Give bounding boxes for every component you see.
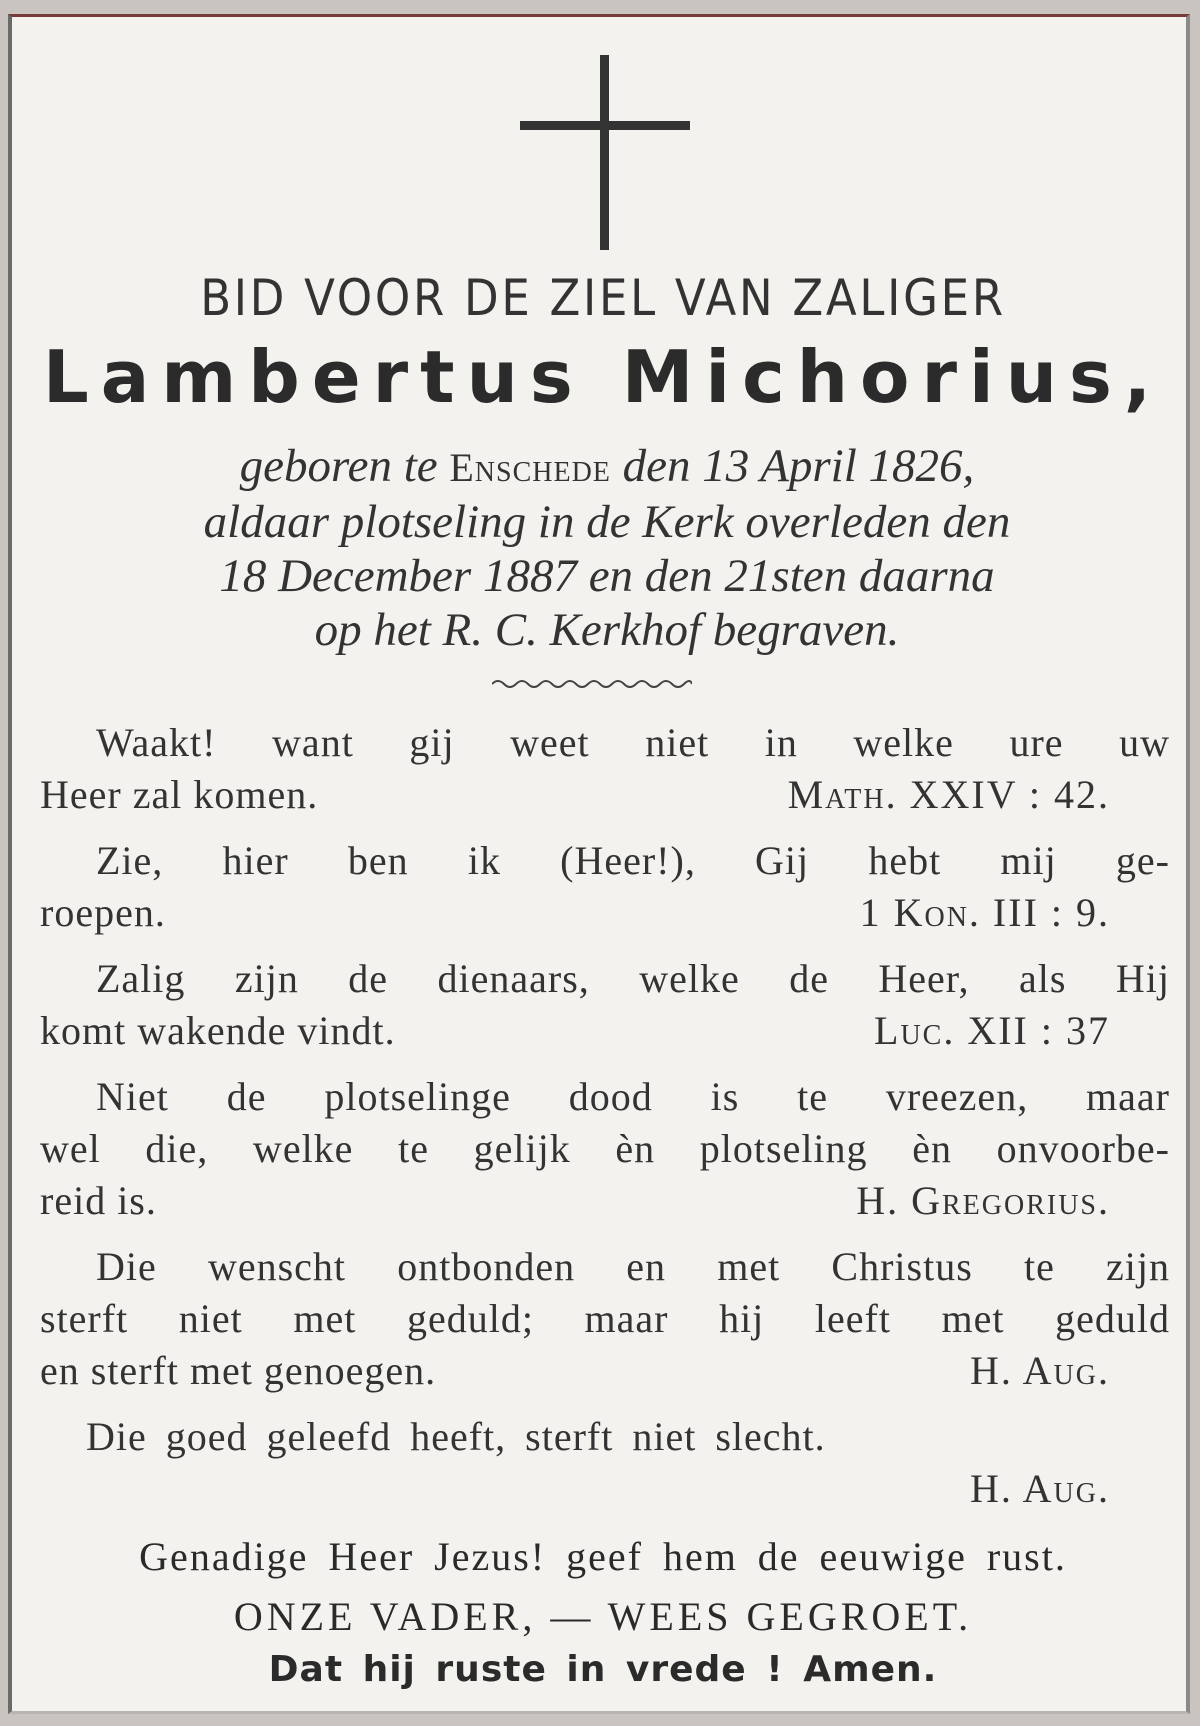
verse-reference: Luc. XII : 37 — [874, 1008, 1110, 1053]
verse-reference: 1 Kon. III : 9. — [859, 890, 1110, 935]
verse: Waakt! want gij weet niet in welke ure uw Heer zal komen. Math. XXIV : 42. — [40, 717, 1170, 821]
memorial-card — [8, 14, 1190, 1714]
verse: Zalig zijn de dienaars, welke de Heer, als Hij komt wakende vindt. Luc. XII : 37 — [40, 953, 1170, 1057]
cross-icon — [520, 55, 690, 250]
verse-reference: H. Aug. — [969, 1348, 1110, 1393]
bio-line-2: aldaar plotseling in de Kerk overleden den — [203, 496, 1011, 548]
prayer-line-1: Genadige Heer Jezus! geef hem de eeuwige rust. — [139, 1534, 1067, 1579]
verse: Die goed geleefd heeft, sterft niet slecht. H. Aug. — [40, 1411, 1170, 1515]
deceased-name: Lambertus Michorius, — [42, 335, 1164, 419]
bio-line-3: 18 December 1887 en den 21sten daarna — [219, 550, 995, 602]
verse: Die wenscht ontbonden en met Christus te zijn sterft niet met geduld; maar hij leeft met geduld en sterft met genoegen. H. Aug. — [40, 1241, 1170, 1397]
closing-line: Dat hij ruste in vrede ! Amen. — [268, 1649, 938, 1690]
prayer — [12, 1527, 1194, 1647]
header-text: BID VOOR DE ZIEL VAN ZALIGER — [200, 269, 1006, 327]
bio-line-4: op het R. C. Kerkhof begraven. — [314, 604, 900, 656]
birthplace: Enschede — [449, 445, 611, 490]
verse: Zie, hier ben ik (Heer!), Gij hebt mij ge- roepen. 1 Kon. III : 9. — [40, 835, 1170, 939]
bio-line-1: geboren te Enschede den 13 April 1826, — [239, 440, 975, 492]
verse-reference: H. Gregorius. — [856, 1178, 1110, 1223]
verse-reference: Math. XXIV : 42. — [787, 772, 1110, 817]
verses — [40, 717, 1170, 1529]
prayer-line-2: ONZE VADER, — WEES GEGROET. — [233, 1594, 973, 1639]
wavy-divider — [492, 677, 692, 691]
biography — [42, 439, 1172, 657]
verse-reference: H. Aug. — [969, 1466, 1110, 1511]
verse: Niet de plotselinge dood is te vreezen, maar wel die, welke te gelijk èn plotseling èn onvoorbe- reid is. H. Gregorius. — [40, 1071, 1170, 1227]
